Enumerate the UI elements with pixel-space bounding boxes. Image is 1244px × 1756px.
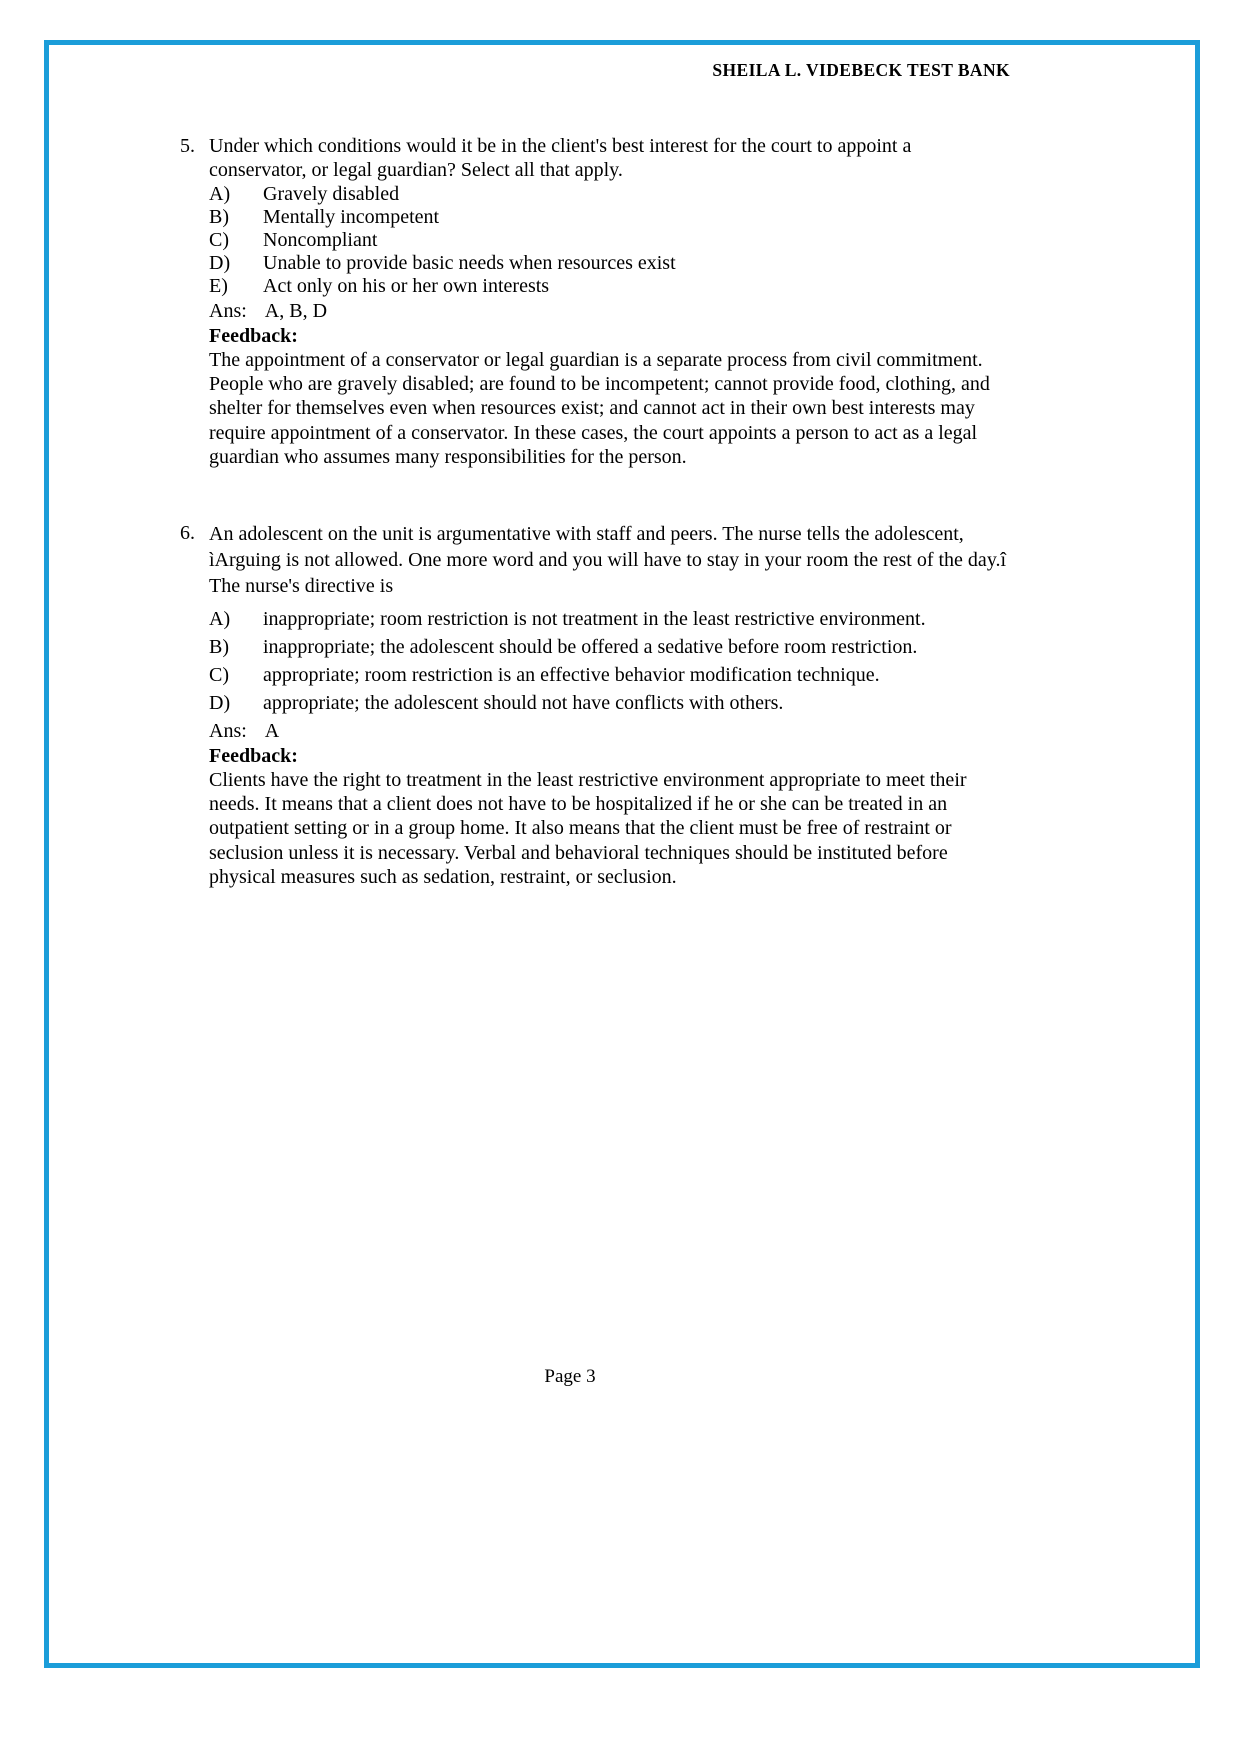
option-row [209,275,1010,298]
question-block-5 [180,134,1010,469]
question-block-6 [180,521,1010,889]
answer-label: Ans: [209,720,247,743]
option-text: Unable to provide basic needs when resources exist [263,252,676,274]
option-row [209,206,1010,229]
option-letter: D) [209,252,231,274]
question-body [209,521,1010,889]
option-row [209,183,1010,206]
option-row [209,663,1010,687]
options-list [209,183,1010,298]
option-row [209,252,1010,275]
options-list [209,607,1010,715]
option-row [209,635,1010,659]
feedback-label: Feedback: [209,745,298,768]
option-letter: A) [209,183,231,205]
option-letter: B) [209,206,229,228]
answer-value: A [264,720,280,743]
option-letter: A) [209,608,231,631]
option-letter: C) [209,664,229,687]
option-text: appropriate; the adolescent should not have conflicts with others. [263,692,784,715]
option-text: Mentally incompetent [263,206,440,228]
answer-label: Ans: [209,300,247,322]
page-number: Page 3 [544,1366,596,1387]
option-text: Noncompliant [263,229,378,251]
question-number: 5. [180,135,195,157]
question-stem: Under which conditions would it be in the client's best interest for the court to appoint a conservator, or legal guardian? Select all that apply. [209,135,912,181]
answer-value: A, B, D [264,300,328,322]
question-body [209,134,1010,469]
feedback-label: Feedback: [209,325,298,347]
option-letter: E) [209,275,228,297]
option-text: Act only on his or her own interests [263,275,550,297]
option-text: appropriate; room restriction is an effective behavior modification technique. [263,664,880,687]
option-letter: D) [209,692,231,715]
question-stem: An adolescent on the unit is argumentative with staff and peers. The nurse tells the adolescent, ìArguing is not allowed. One more word and you will have to stay in your room the rest of the day.î The nurse's directive is [209,523,1007,598]
option-text: Gravely disabled [263,183,400,205]
document-content [180,134,1010,889]
question-number: 6. [180,522,195,545]
feedback-text: Clients have the right to treatment in the least restrictive environment appropriate to meet their needs. It means that a client does not have to be hospitalized if he or she can be treated in an outpatient setting or in a group home. It also means that the client must be free of restraint or seclusion unless it is necessary. Verbal and behavioral techniques should be instituted before physical measures such as sedation, restraint, or seclusion. [209,769,967,888]
answer-line [209,299,1010,323]
option-row [209,607,1010,631]
document-header-title: SHEILA L. VIDEBECK TEST BANK [712,60,1010,80]
option-row [209,229,1010,252]
option-letter: B) [209,636,229,659]
option-letter: C) [209,229,229,251]
option-row [209,691,1010,715]
option-text: inappropriate; room restriction is not treatment in the least restrictive environment. [263,608,926,631]
answer-line [209,719,1010,743]
feedback-text: The appointment of a conservator or legal guardian is a separate process from civil commitment. People who are gravely disabled; are found to be incompetent; cannot provide food, clothing, and shelter for themselves even when resources exist; and cannot act in their own best interests may require appointment of a conservator. In these cases, the court appoints a person to act as a legal guardian who assumes many responsibilities for the person. [209,349,990,468]
option-text: inappropriate; the adolescent should be offered a sedative before room restriction. [263,636,918,659]
